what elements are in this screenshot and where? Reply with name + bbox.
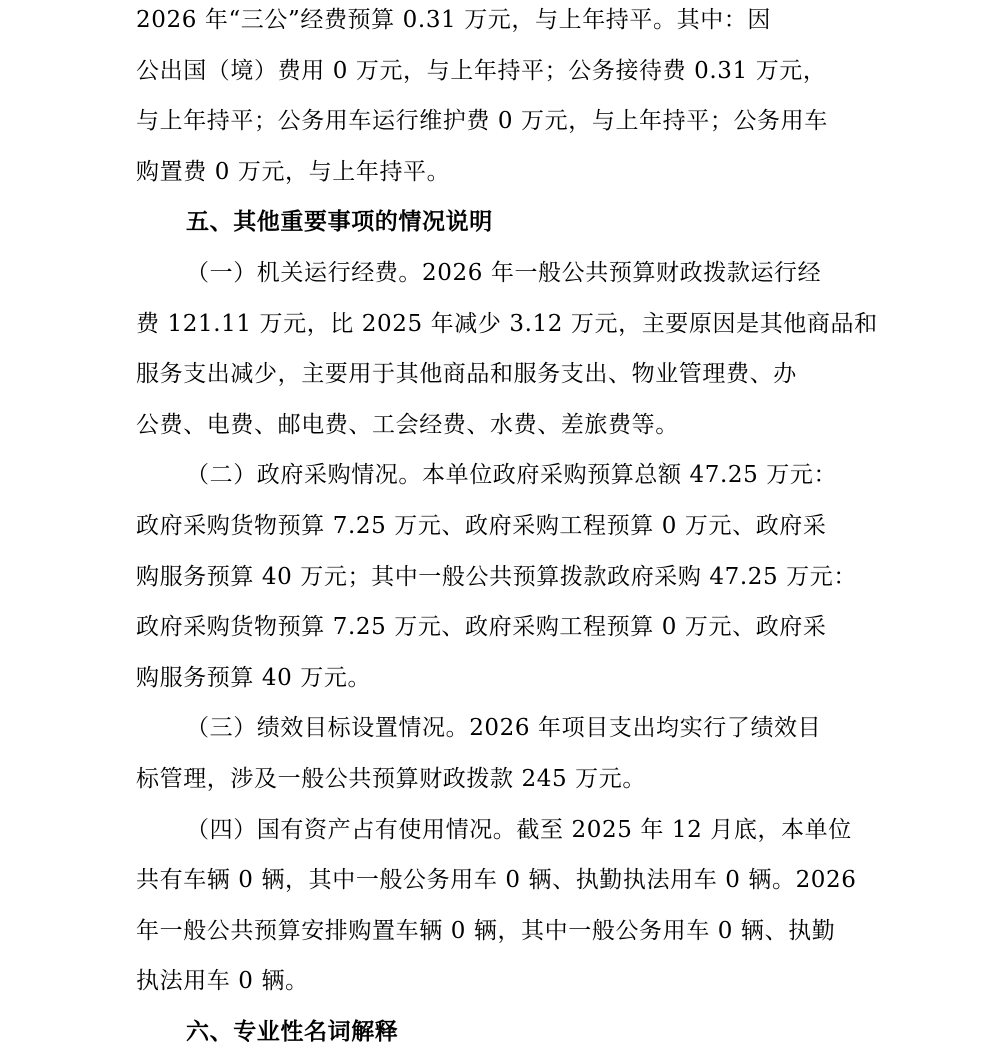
text-line-content: 购置费 0 万元，与上年持平。 — [136, 158, 451, 185]
text-line-content: 政府采购货物预算 7.25 万元、政府采购工程预算 0 万元、政府采 — [136, 614, 827, 641]
text-line — [136, 708, 876, 759]
text-line — [136, 557, 876, 608]
text-line — [136, 911, 876, 962]
text-line — [136, 354, 876, 405]
paragraph-performance-targets — [136, 708, 876, 809]
text-line-content: 政府采购货物预算 7.25 万元、政府采购工程预算 0 万元、政府采 — [136, 512, 827, 539]
section-heading-other-matters — [136, 202, 876, 253]
text-line-content: 标管理，涉及一般公共预算财政拨款 245 万元。 — [136, 765, 646, 792]
text-line — [136, 0, 876, 51]
text-line-content: 公费、电费、邮电费、工会经费、水费、差旅费等。 — [136, 411, 679, 438]
text-line-content: （三）绩效目标设置情况。2026 年项目支出均实行了绩效目 — [186, 715, 822, 742]
text-line-content: （一）机关运行经费。2026 年一般公共预算财政拨款运行经 — [186, 259, 822, 286]
paragraph-state-assets — [136, 810, 876, 1012]
document-page — [136, 0, 876, 1062]
text-line — [136, 506, 876, 557]
paragraph-operating-expenses — [136, 253, 876, 455]
text-line-content: （二）政府采购情况。本单位政府采购预算总额 47.25 万元： — [186, 462, 838, 489]
text-line — [136, 810, 876, 861]
text-line — [136, 253, 876, 304]
text-line — [136, 152, 876, 203]
section-heading-text: 六、专业性名词解释 — [186, 1018, 399, 1045]
text-line — [136, 961, 876, 1012]
text-line-content: 年一般公共预算安排购置车辆 0 辆，其中一般公务用车 0 辆、执勤 — [136, 917, 836, 944]
text-line-content: 与上年持平；公务用车运行维护费 0 万元，与上年持平；公务用车 — [136, 108, 828, 135]
text-line-content: 公出国（境）费用 0 万元，与上年持平；公务接待费 0.31 万元， — [136, 57, 827, 84]
text-line-content: 购服务预算 40 万元；其中一般公共预算拨款政府采购 47.25 万元： — [136, 563, 857, 590]
text-line — [136, 455, 876, 506]
text-line — [136, 658, 876, 709]
text-line-content: 2026 年“三公”经费预算 0.31 万元，与上年持平。其中：因 — [136, 7, 771, 33]
text-line-content: 服务支出减少，主要用于其他商品和服务支出、物业管理费、办 — [136, 361, 797, 388]
text-line-content: 费 121.11 万元，比 2025 年减少 3.12 万元，主要原因是其他商品和 — [136, 310, 878, 337]
text-line — [136, 405, 876, 456]
text-line-content: 共有车辆 0 辆，其中一般公务用车 0 辆、执勤执法用车 0 辆。2026 — [136, 867, 857, 894]
section-heading-terminology — [136, 1012, 876, 1062]
section-heading-text: 五、其他重要事项的情况说明 — [186, 209, 493, 236]
paragraph-three-public-expenses — [136, 0, 876, 202]
text-line — [136, 607, 876, 658]
text-line — [136, 51, 876, 102]
text-line-content: （四）国有资产占有使用情况。截至 2025 年 12 月底，本单位 — [186, 816, 852, 843]
text-line — [136, 101, 876, 152]
paragraph-government-procurement — [136, 455, 876, 708]
text-line-content: 购服务预算 40 万元。 — [136, 664, 372, 691]
text-line — [136, 759, 876, 810]
text-line-content: 执法用车 0 辆。 — [136, 968, 309, 995]
text-line — [136, 860, 876, 911]
text-line — [136, 304, 876, 355]
